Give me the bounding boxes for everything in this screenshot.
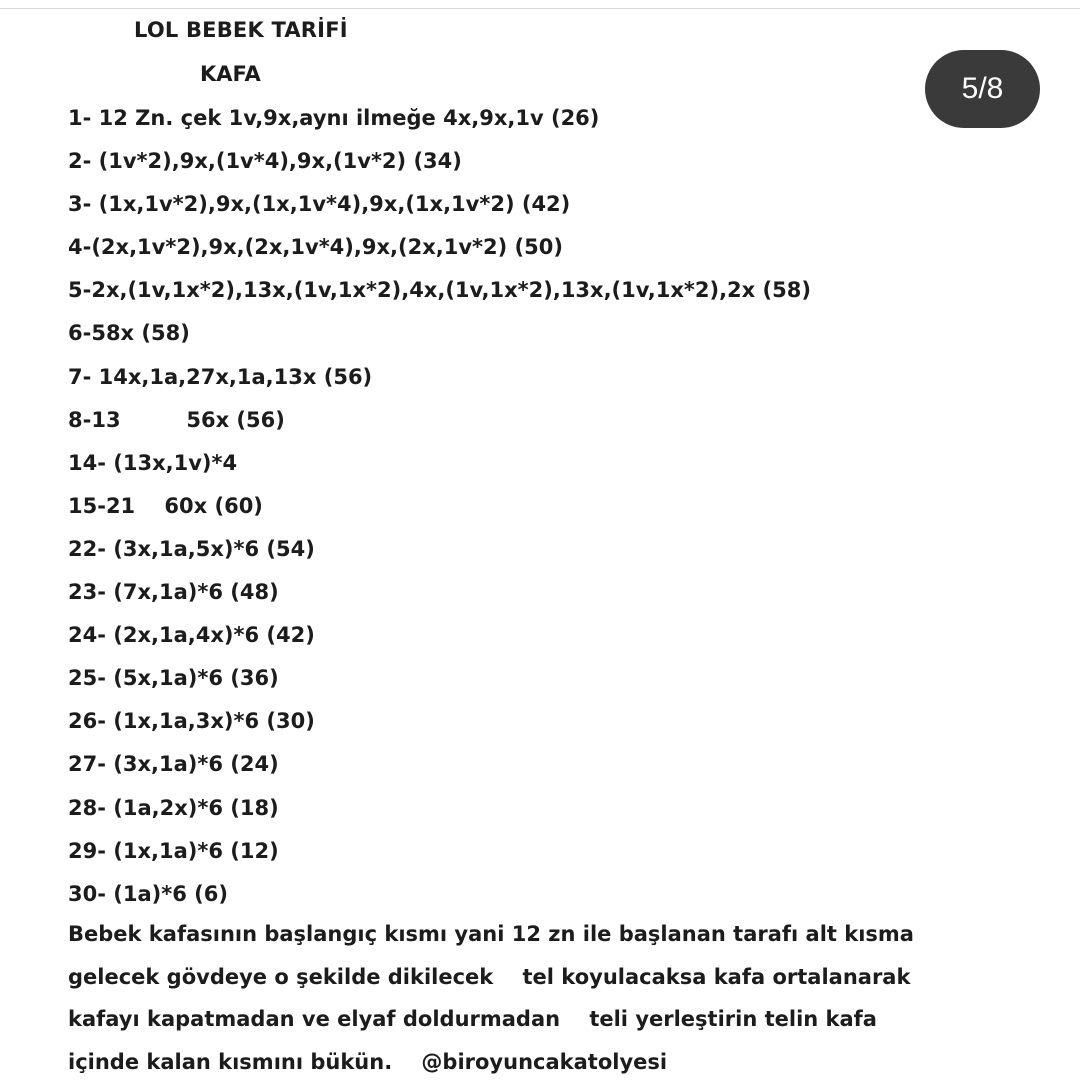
note-line: Bebek kafasının başlangıç kısmı yani 12 zn ile başlanan tarafı alt kısma — [68, 913, 1068, 956]
pattern-rows-list — [68, 97, 811, 916]
instructions-note — [68, 913, 1068, 1083]
pattern-row-24: 24- (2x,1a,4x)*6 (42) — [68, 614, 811, 657]
pattern-row-26: 26- (1x,1a,3x)*6 (30) — [68, 700, 811, 743]
note-line: içinde kalan kısmını bükün. @biroyuncakatolyesi — [68, 1041, 1068, 1083]
pattern-row-15-21: 15-21 60x (60) — [68, 485, 811, 528]
pattern-row-5: 5-2x,(1v,1x*2),13x,(1v,1x*2),4x,(1v,1x*2),13x,(1v,1x*2),2x (58) — [68, 269, 811, 312]
pattern-row-7: 7- 14x,1a,27x,1a,13x (56) — [68, 356, 811, 399]
pattern-row-4: 4-(2x,1v*2),9x,(2x,1v*4),9x,(2x,1v*2) (50) — [68, 226, 811, 269]
note-line: gelecek gövdeye o şekilde dikilecek tel koyulacaksa kafa ortalanarak — [68, 956, 1068, 999]
pattern-row-30: 30- (1a)*6 (6) — [68, 873, 811, 916]
top-divider — [0, 8, 1080, 9]
section-title: KAFA — [200, 62, 261, 86]
pattern-row-28: 28- (1a,2x)*6 (18) — [68, 787, 811, 830]
pattern-row-2: 2- (1v*2),9x,(1v*4),9x,(1v*2) (34) — [68, 140, 811, 183]
pattern-row-1: 1- 12 Zn. çek 1v,9x,aynı ilmeğe 4x,9x,1v (26) — [68, 97, 811, 140]
pattern-row-8-13: 8-13 56x (56) — [68, 399, 811, 442]
pattern-row-27: 27- (3x,1a)*6 (24) — [68, 743, 811, 786]
pattern-row-22: 22- (3x,1a,5x)*6 (54) — [68, 528, 811, 571]
pattern-row-23: 23- (7x,1a)*6 (48) — [68, 571, 811, 614]
pattern-row-6: 6-58x (58) — [68, 312, 811, 355]
recipe-title: LOL BEBEK TARİFİ — [134, 18, 348, 42]
pattern-row-3: 3- (1x,1v*2),9x,(1x,1v*4),9x,(1x,1v*2) (42) — [68, 183, 811, 226]
note-line: kafayı kapatmadan ve elyaf doldurmadan teli yerleştirin telin kafa — [68, 998, 1068, 1041]
pattern-row-14: 14- (13x,1v)*4 — [68, 442, 811, 485]
page-counter-badge: 5/8 — [925, 50, 1040, 128]
pattern-row-25: 25- (5x,1a)*6 (36) — [68, 657, 811, 700]
pattern-row-29: 29- (1x,1a)*6 (12) — [68, 830, 811, 873]
